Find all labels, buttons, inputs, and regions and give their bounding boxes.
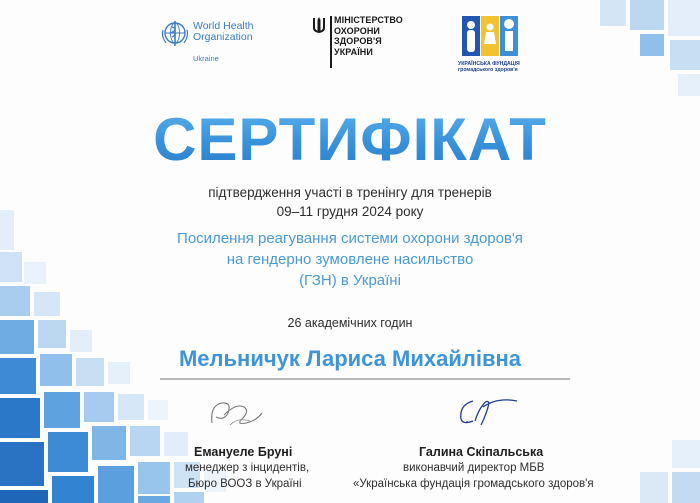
deco-square bbox=[640, 472, 668, 503]
ministry-logo bbox=[312, 14, 402, 70]
who-name bbox=[193, 21, 254, 43]
signer-role-right-line2: «Українська фундація громадського здоров'я bbox=[353, 478, 594, 490]
deco-square bbox=[52, 476, 94, 503]
signature-block-right bbox=[345, 395, 625, 500]
training-topic-line: на гендерно зумовлене насильство bbox=[226, 251, 474, 268]
ministry-line: ЗДОРОВ'Я bbox=[334, 36, 382, 46]
certificate-title: СЕРТИФІКАТ bbox=[0, 105, 700, 175]
deco-square bbox=[672, 440, 700, 468]
who-name-line2: Organization bbox=[193, 31, 253, 43]
academic-hours: 26 академічних годин bbox=[287, 316, 413, 330]
deco-square bbox=[164, 432, 188, 456]
ministry-line: МІНІСТЕРСТВО bbox=[334, 15, 403, 25]
deco-square bbox=[84, 392, 114, 422]
signer-name-left: Емануеле Бруні bbox=[194, 445, 293, 459]
recipient-name: Мельничук Лариса Михайлівна bbox=[178, 346, 522, 371]
ukrainian-public-health-fund-logo bbox=[458, 14, 528, 76]
certificate-subtitle: підтвердження участі в тренінгу для тренерів bbox=[208, 185, 492, 200]
deco-square bbox=[0, 490, 48, 503]
trident-icon bbox=[312, 16, 326, 34]
fund-emblem-icon bbox=[461, 14, 519, 60]
deco-square bbox=[148, 400, 168, 420]
deco-square bbox=[138, 496, 170, 503]
deco-square bbox=[118, 394, 144, 420]
training-topic-line: (ГЗН) в Україні bbox=[299, 272, 401, 289]
deco-square bbox=[0, 398, 40, 438]
deco-square bbox=[34, 292, 60, 316]
signature-block-left bbox=[186, 395, 316, 500]
signer-role-right-line1: виконавчий директор МБВ bbox=[403, 462, 545, 474]
signer-name-right: Галина Скіпальська bbox=[419, 445, 544, 459]
who-logo bbox=[160, 16, 270, 66]
ministry-line: ОХОРОНИ bbox=[334, 25, 380, 36]
signer-role-left-line2: Бюро ВООЗ в Україні bbox=[188, 478, 302, 490]
who-country: Ukraine bbox=[193, 54, 219, 63]
deco-square bbox=[672, 472, 700, 503]
who-name-line1: World Health bbox=[193, 20, 254, 32]
fund-name bbox=[458, 61, 530, 73]
ministry-divider bbox=[330, 16, 332, 68]
who-emblem-icon bbox=[160, 18, 190, 48]
deco-square bbox=[130, 426, 160, 456]
deco-square bbox=[44, 392, 80, 428]
signature-mark-left bbox=[206, 395, 266, 431]
deco-square bbox=[48, 432, 88, 472]
fund-name-line2: громадського здоров'я bbox=[458, 67, 518, 73]
deco-square bbox=[98, 466, 134, 503]
deco-square bbox=[138, 462, 170, 494]
header-logos bbox=[0, 0, 700, 80]
signature-mark-right bbox=[453, 395, 523, 429]
ministry-name bbox=[334, 15, 403, 57]
training-topic-line: Посилення реагування системи охорони здоров'я bbox=[177, 230, 523, 247]
recipient-underline bbox=[160, 378, 570, 380]
fund-name-line1: УКРАЇНСЬКА ФУНДАЦІЯ bbox=[458, 61, 520, 67]
ministry-line: УКРАЇНИ bbox=[334, 46, 373, 57]
deco-square bbox=[92, 426, 126, 460]
signer-role-left-line1: менеджер з інцидентів, bbox=[185, 462, 310, 474]
deco-square bbox=[0, 442, 44, 486]
training-dates: 09–11 грудня 2024 року bbox=[276, 204, 424, 219]
